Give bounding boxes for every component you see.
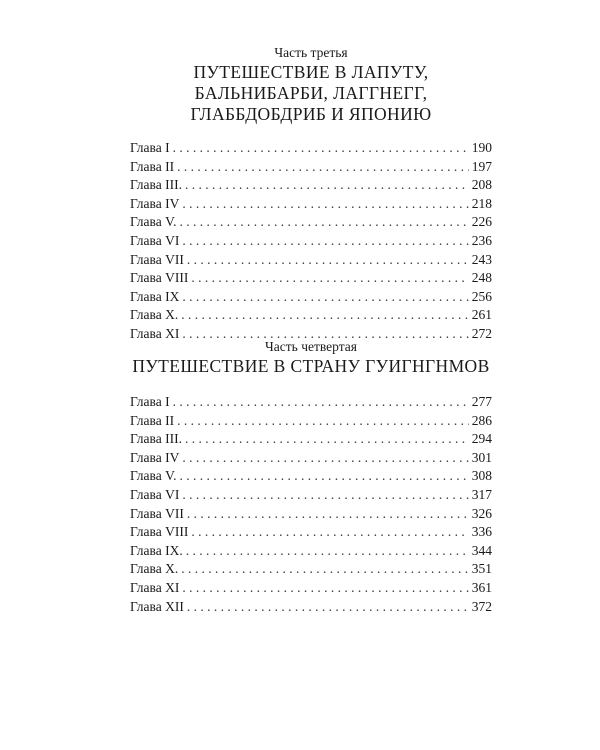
page-number: 256 xyxy=(471,288,492,304)
chapter-label: Глава IX. xyxy=(130,542,183,558)
chapter-label: Глава I xyxy=(130,394,170,409)
toc-entry[interactable] xyxy=(130,523,492,542)
chapter-label: Глава XII xyxy=(130,598,184,614)
chapter-label: Глава VIII xyxy=(130,524,189,540)
page-number: 208 xyxy=(471,177,492,193)
toc-entry[interactable] xyxy=(130,176,492,195)
toc-entry[interactable] xyxy=(130,467,492,486)
chapter-label: Глава II xyxy=(130,412,175,428)
toc-entry[interactable] xyxy=(130,251,492,270)
part-label: Часть третья xyxy=(274,45,348,60)
part-label: Часть четвертая xyxy=(265,339,357,354)
chapter-list xyxy=(130,393,492,616)
chapter-label: Глава VII xyxy=(130,251,184,267)
toc-entry[interactable] xyxy=(130,288,492,307)
dot-leader xyxy=(185,176,469,195)
dot-leader xyxy=(187,598,469,617)
part-title-line: ПУТЕШЕСТВИЕ В ЛАПУТУ, xyxy=(193,62,429,82)
chapter-label: Глава III. xyxy=(130,431,182,447)
dot-leader xyxy=(179,213,468,232)
chapter-label: Глава VI xyxy=(130,486,180,502)
chapter-label: Глава XI xyxy=(130,325,180,341)
part-three-section xyxy=(130,44,492,344)
page-number: 372 xyxy=(471,598,492,614)
chapter-label: Глава V. xyxy=(130,214,177,230)
page-number: 326 xyxy=(471,505,492,521)
toc-entry[interactable] xyxy=(130,579,492,598)
dot-leader xyxy=(187,505,469,524)
chapter-label: Глава IX xyxy=(130,288,180,304)
chapter-label: Глава I xyxy=(130,140,170,155)
page-number: 272 xyxy=(471,325,492,341)
page-number: 351 xyxy=(471,561,492,577)
page-number: 218 xyxy=(471,195,492,211)
part-title-line: ГЛАББДОБДРИБ И ЯПОНИЮ xyxy=(190,104,432,124)
chapter-label: Глава XI xyxy=(130,579,180,595)
page-number: 361 xyxy=(471,579,492,595)
toc-entry[interactable] xyxy=(130,412,492,431)
toc-entry[interactable] xyxy=(130,232,492,251)
chapter-label: Глава VIII xyxy=(130,270,189,286)
dot-leader xyxy=(187,251,469,270)
dot-leader xyxy=(181,560,469,579)
toc-entry[interactable] xyxy=(130,393,492,412)
page-number: 197 xyxy=(471,158,492,174)
page-number: 261 xyxy=(471,307,492,323)
chapter-list xyxy=(130,139,492,344)
toc-entry[interactable] xyxy=(130,213,492,232)
page-number: 236 xyxy=(471,232,492,248)
page-number: 317 xyxy=(471,486,492,502)
toc-entry[interactable] xyxy=(130,486,492,505)
dot-leader xyxy=(179,467,468,486)
page-number: 308 xyxy=(471,468,492,484)
dot-leader xyxy=(173,393,469,412)
dot-leader xyxy=(177,412,469,431)
toc-entry[interactable] xyxy=(130,269,492,288)
page-number: 301 xyxy=(471,449,492,465)
toc-entry[interactable] xyxy=(130,598,492,617)
chapter-label: Глава II xyxy=(130,158,175,174)
toc-entry[interactable] xyxy=(130,560,492,579)
chapter-label: Глава X. xyxy=(130,561,179,577)
toc-entry[interactable] xyxy=(130,449,492,468)
toc-entry[interactable] xyxy=(130,306,492,325)
dot-leader xyxy=(185,430,469,449)
toc-entry[interactable] xyxy=(130,139,492,158)
page-number: 190 xyxy=(471,140,492,155)
toc-entry[interactable] xyxy=(130,158,492,177)
page-number: 286 xyxy=(471,412,492,428)
dot-leader xyxy=(181,306,469,325)
part-title-line: БАЛЬНИБАРБИ, ЛАГГНЕГГ, xyxy=(194,83,428,103)
chapter-label: Глава V. xyxy=(130,468,177,484)
dot-leader xyxy=(173,139,469,158)
chapter-label: Глава X. xyxy=(130,307,179,323)
toc-entry[interactable] xyxy=(130,505,492,524)
page-number: 336 xyxy=(471,524,492,540)
page-number: 243 xyxy=(471,251,492,267)
dot-leader xyxy=(182,579,468,598)
page-number: 344 xyxy=(471,542,492,558)
dot-leader xyxy=(191,523,468,542)
page-number: 248 xyxy=(471,270,492,286)
chapter-label: Глава VII xyxy=(130,505,184,521)
page-number: 294 xyxy=(471,431,492,447)
dot-leader xyxy=(191,269,468,288)
dot-leader xyxy=(186,542,469,561)
dot-leader xyxy=(182,288,468,307)
page-number: 277 xyxy=(471,394,492,409)
chapter-label: Глава IV xyxy=(130,449,180,465)
dot-leader xyxy=(182,232,468,251)
dot-leader xyxy=(177,158,469,177)
part-four-section xyxy=(130,338,492,616)
dot-leader xyxy=(182,195,468,214)
part-title-line: ПУТЕШЕСТВИЕ В СТРАНУ ГУИГНГНМОВ xyxy=(132,356,490,376)
dot-leader xyxy=(182,486,468,505)
page-number: 226 xyxy=(471,214,492,230)
toc-entry[interactable] xyxy=(130,195,492,214)
chapter-label: Глава III. xyxy=(130,177,182,193)
chapter-label: Глава VI xyxy=(130,232,180,248)
dot-leader xyxy=(182,449,468,468)
toc-entry[interactable] xyxy=(130,430,492,449)
chapter-label: Глава IV xyxy=(130,195,180,211)
toc-entry[interactable] xyxy=(130,542,492,561)
